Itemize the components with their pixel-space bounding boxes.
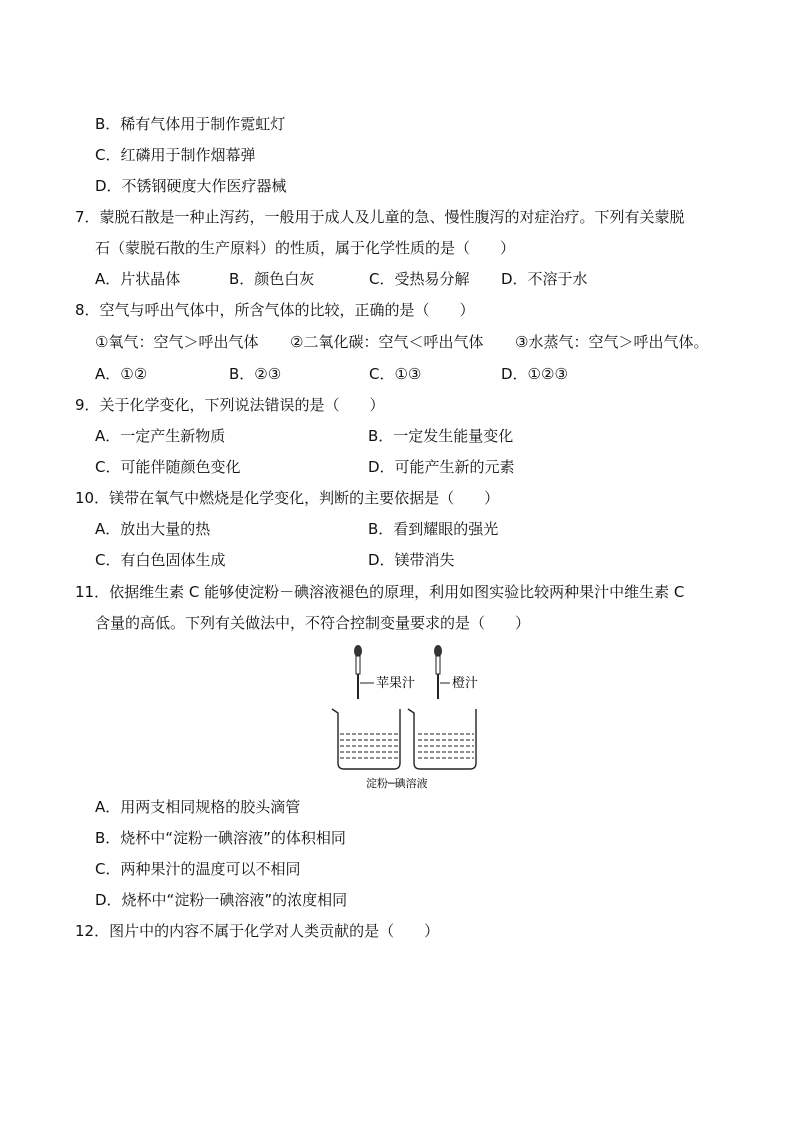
q7-option-b: B．颜色白灰	[229, 270, 315, 288]
q10-option-b: B．看到耀眼的强光	[368, 520, 499, 538]
q11-option-a: A．用两支相同规格的胶头滴管	[95, 798, 301, 816]
q7-stem-line1: 7．蒙脱石散是一种止泻药，一般用于成人及儿童的急、慢性腹泻的对症治疗。下列有关蒙脱	[75, 208, 685, 226]
q9-stem: 9．关于化学变化，下列说法错误的是（ ）	[75, 396, 385, 414]
q8-option-d: D．①②③	[501, 365, 568, 383]
q8-item-1: ①氧气：空气＞呼出气体	[95, 333, 259, 351]
q6-option-b: B．稀有气体用于制作霓虹灯	[95, 115, 286, 133]
q10-option-a: A．放出大量的热	[95, 520, 211, 538]
q8-option-c: C．①③	[369, 365, 422, 383]
experiment-figure	[322, 641, 482, 791]
beaker-right	[408, 709, 476, 769]
q7-stem-line2: 石（蒙脱石散的生产原料）的性质，属于化学性质的是（ ）	[95, 239, 516, 257]
q7-option-d: D．不溶于水	[501, 270, 588, 288]
q11-option-b: B．烧杯中“淀粉一碘溶液”的体积相同	[95, 829, 346, 847]
q7-option-a: A．片状晶体	[95, 270, 181, 288]
q11-option-d: D．烧杯中“淀粉一碘溶液”的浓度相同	[95, 891, 348, 909]
q9-option-a: A．一定产生新物质	[95, 427, 226, 445]
beaker-left	[332, 709, 400, 769]
q9-option-b: B．一定发生能量变化	[368, 427, 514, 445]
q8-item-3: ③水蒸气：空气＞呼出气体。	[515, 333, 709, 351]
q10-option-d: D．镁带消失	[368, 551, 455, 569]
q8-option-a: A．①②	[95, 365, 148, 383]
q8-option-b: B．②③	[229, 365, 282, 383]
q9-option-d: D．可能产生新的元素	[368, 458, 515, 476]
q6-option-c: C．红磷用于制作烟幕弹	[95, 146, 256, 164]
q8-stem: 8．空气与呼出气体中，所含气体的比较，正确的是（ ）	[75, 301, 475, 319]
beakers-diagram	[322, 641, 482, 791]
dropper-left	[354, 645, 362, 699]
label-starch-iodine: 淀粉─碘溶液	[366, 777, 428, 790]
q12-stem: 12．图片中的内容不属于化学对人类贡献的是（ ）	[75, 922, 440, 940]
q11-option-c: C．两种果汁的温度可以不相同	[95, 860, 301, 878]
q10-stem: 10．镁带在氧气中燃烧是化学变化，判断的主要依据是（ ）	[75, 489, 500, 507]
q7-option-c: C．受热易分解	[369, 270, 470, 288]
q6-option-d: D．不锈钢硬度大作医疗器械	[95, 177, 287, 195]
label-apple-juice: 苹果汁	[376, 676, 416, 691]
q10-option-c: C．有白色固体生成	[95, 551, 226, 569]
q11-stem-line1: 11．依据维生素 C 能够使淀粉－碘溶液褪色的原理，利用如图实验比较两种果汁中维生素 C	[75, 583, 685, 601]
q11-stem-line2: 含量的高低。下列有关做法中，不符合控制变量要求的是（ ）	[95, 614, 531, 632]
label-orange-juice: 橙汁	[452, 676, 479, 691]
q8-item-2: ②二氧化碳：空气＜呼出气体	[290, 333, 484, 351]
dropper-right	[434, 645, 442, 699]
q9-option-c: C．可能伴随颜色变化	[95, 458, 241, 476]
